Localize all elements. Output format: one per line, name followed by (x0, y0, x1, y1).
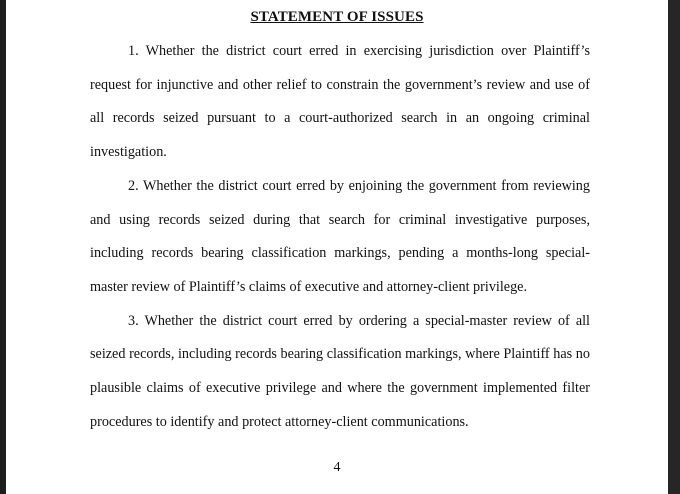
issues-body (90, 35, 590, 439)
issue-paragraph-2: 2. Whether the district court erred by enjoining the government from reviewing and using records seized during that search for criminal investigative purposes, including records bearing classification markings, pending a months-long special-master review of Plaintiff’s claims of executive and attorney-client privilege. (90, 177, 590, 295)
document-page (6, 0, 668, 494)
viewer-edge (668, 0, 680, 494)
section-heading: STATEMENT OF ISSUES (250, 9, 424, 25)
issue-paragraph-3: 3. Whether the district court erred by ordering a special-master review of all seized records, including records bearing classification markings, where Plaintiff has no plausible claims of executive privilege and where the government implemented filter procedures to identify and protect attorney-client communications. (90, 312, 590, 430)
page-number: 4 (333, 460, 341, 475)
issue-paragraph-1: 1. Whether the district court erred in exercising jurisdiction over Plaintiff’s request for injunctive and other relief to constrain the government’s review and use of all records seized pursuant to a court-authorized search in an ongoing criminal investigation. (90, 43, 590, 161)
